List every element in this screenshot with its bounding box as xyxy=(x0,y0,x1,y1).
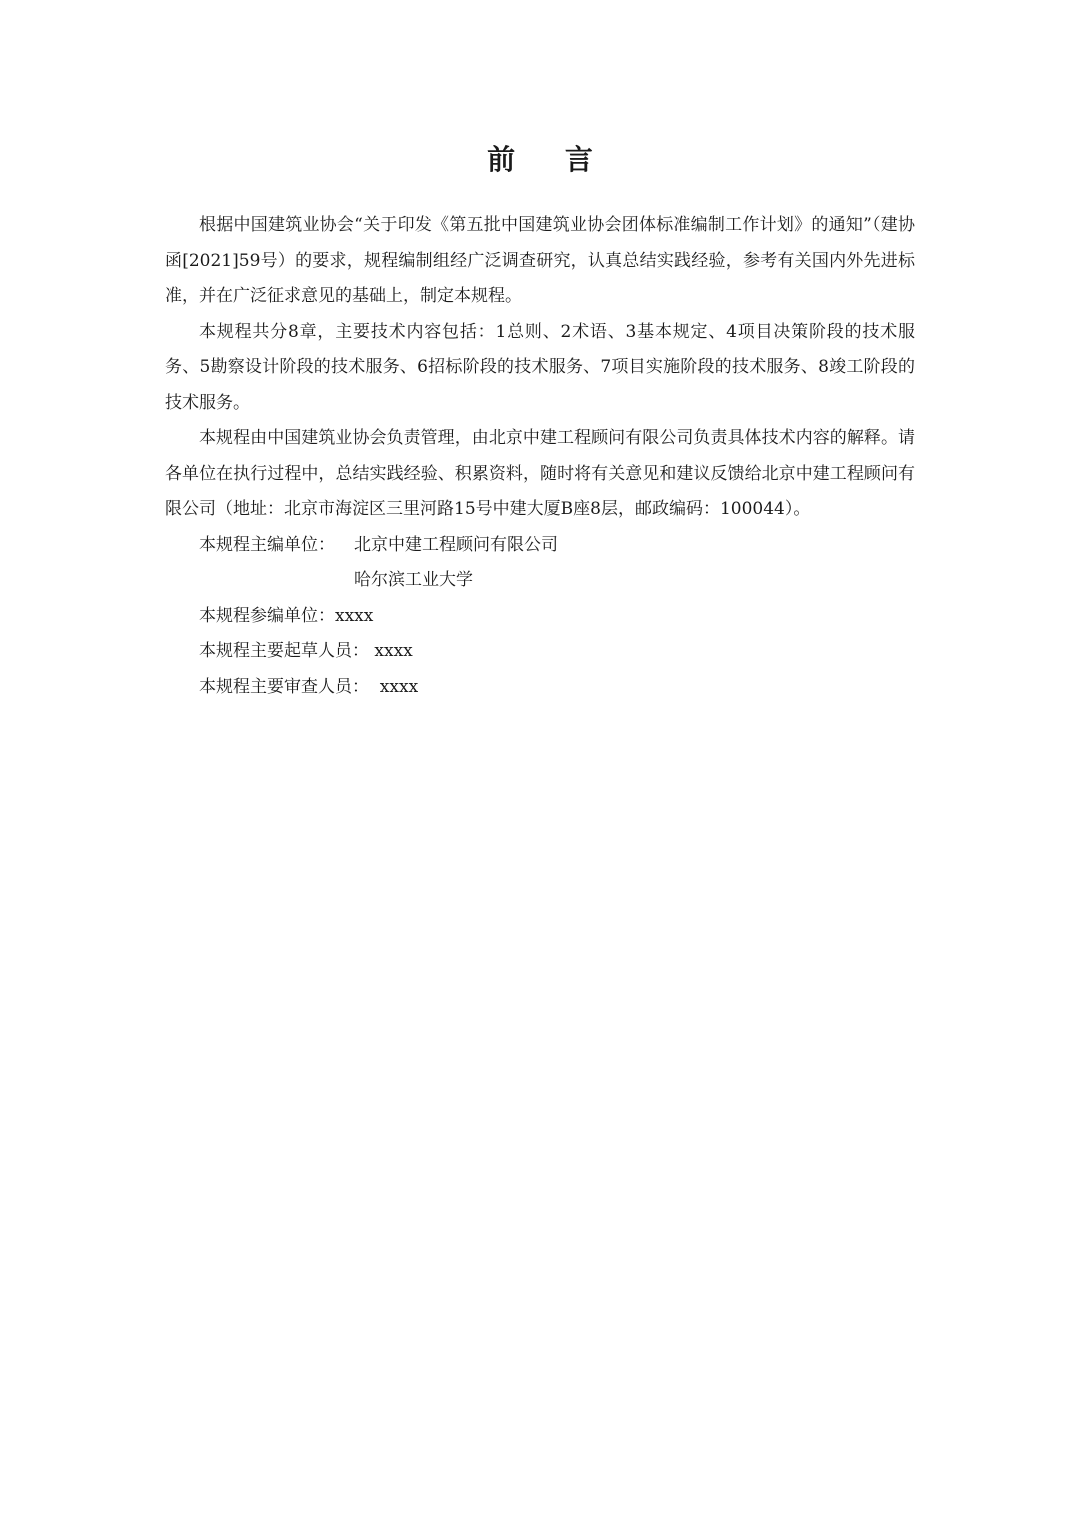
paragraph-basis: 根据中国建筑业协会“关于印发《第五批中国建筑业协会团体标准编制工作计划》的通知”（建协函[2021]59号）的要求，规程编制组经广泛调查研究，认真总结实践经验，参考有关国内外先进标准，并在广泛征求意见的基础上，制定本规程。 xyxy=(165,215,915,306)
page-title: 前 言 xyxy=(487,143,613,176)
chief-editor-unit-2: 哈尔滨工业大学 xyxy=(354,570,473,590)
chief-editor-line-2 xyxy=(165,563,915,599)
main-reviewers: 本规程主要审查人员： xxxx xyxy=(199,676,419,697)
main-drafters: 本规程主要起草人员： xxxx xyxy=(199,641,413,661)
participating-units: 本规程参编单位：xxxx xyxy=(199,605,374,626)
paragraph-management: 本规程由中国建筑业协会负责管理，由北京中建工程顾问有限公司负责具体技术内容的解释。请各单位在执行过程中，总结实践经验、积累资料，随时将有关意见和建议反馈给北京中建工程顾问有限公司（地址：北京市海淀区三里河路15号中建大厦B座8层，邮政编码：100044）。 xyxy=(165,428,915,519)
chief-editor-unit-1: 北京中建工程顾问有限公司 xyxy=(354,534,558,555)
chief-editor-line xyxy=(165,528,915,564)
document-body xyxy=(165,208,915,705)
paragraph-contents: 本规程共分8章，主要技术内容包括：1总则、2术语、3基本规定、4项目决策阶段的技术服务、5勘察设计阶段的技术服务、6招标阶段的技术服务、7项目实施阶段的技术服务、8竣工阶段的技术服务。 xyxy=(165,321,915,413)
chief-editor-label: 本规程主编单位： xyxy=(199,534,335,555)
